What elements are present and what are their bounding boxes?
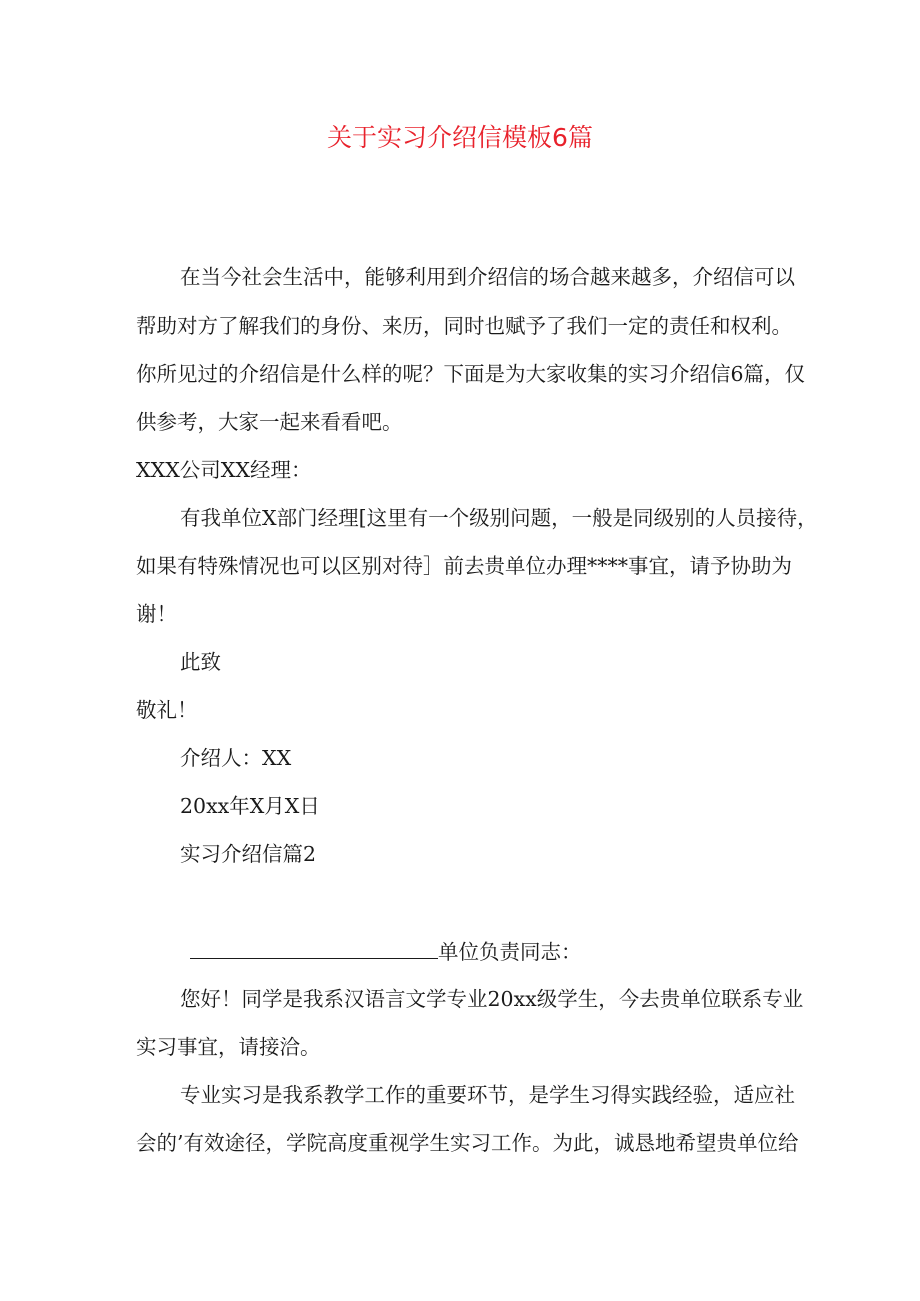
letter1-body-line-2: 如果有特殊情况也可以区别对待］前去贵单位办理****事宜，请予协助为 — [136, 554, 792, 578]
document-title: 关于实习介绍信模板6篇 — [327, 123, 593, 152]
letter2-para1-line-2: 实习事宜，请接洽。 — [136, 1035, 321, 1059]
letter2-para1-line-1: 您好！同学是我系汉语言文学专业20xx级学生，今去贵单位联系专业 — [180, 987, 804, 1011]
letter1-salutation: XXX公司XX经理： — [136, 458, 312, 482]
letter1-closing-1: 此致 — [180, 650, 221, 674]
intro-line-3: 你所见过的介绍信是什么样的呢？下面是为大家收集的实习介绍信6篇，仅 — [136, 362, 806, 386]
letter1-closing-2: 敬礼！ — [136, 698, 198, 722]
letter2-para2-line-1: 专业实习是我系教学工作的重要环节，是学生习得实践经验，适应社 — [180, 1083, 795, 1107]
letter1-body-line-3: 谢！ — [136, 602, 177, 626]
fill-in-blank-line — [190, 940, 438, 959]
letter2-salutation — [190, 940, 582, 963]
intro-line-1: 在当今社会生活中，能够利用到介绍信的场合越来越多，介绍信可以 — [180, 265, 795, 289]
letter2-heading: 实习介绍信篇2 — [180, 842, 317, 866]
intro-line-2: 帮助对方了解我们的身份、来历，同时也赋予了我们一定的责任和权利。 — [136, 314, 792, 338]
letter1-date: 20xx年X月X日 — [180, 794, 320, 818]
letter1-introducer: 介绍人：XX — [180, 746, 292, 770]
letter1-body-line-1: 有我单位X部门经理[这里有一个级别问题，一般是同级别的人员接待， — [180, 506, 818, 530]
letter2-salutation-text: 单位负责同志： — [438, 940, 582, 964]
intro-line-4: 供参考，大家一起来看看吧。 — [136, 410, 403, 434]
letter2-para2-line-2: 会的’有效途径，学院高度重视学生实习工作。为此，诚恳地希望贵单位给 — [136, 1131, 799, 1155]
